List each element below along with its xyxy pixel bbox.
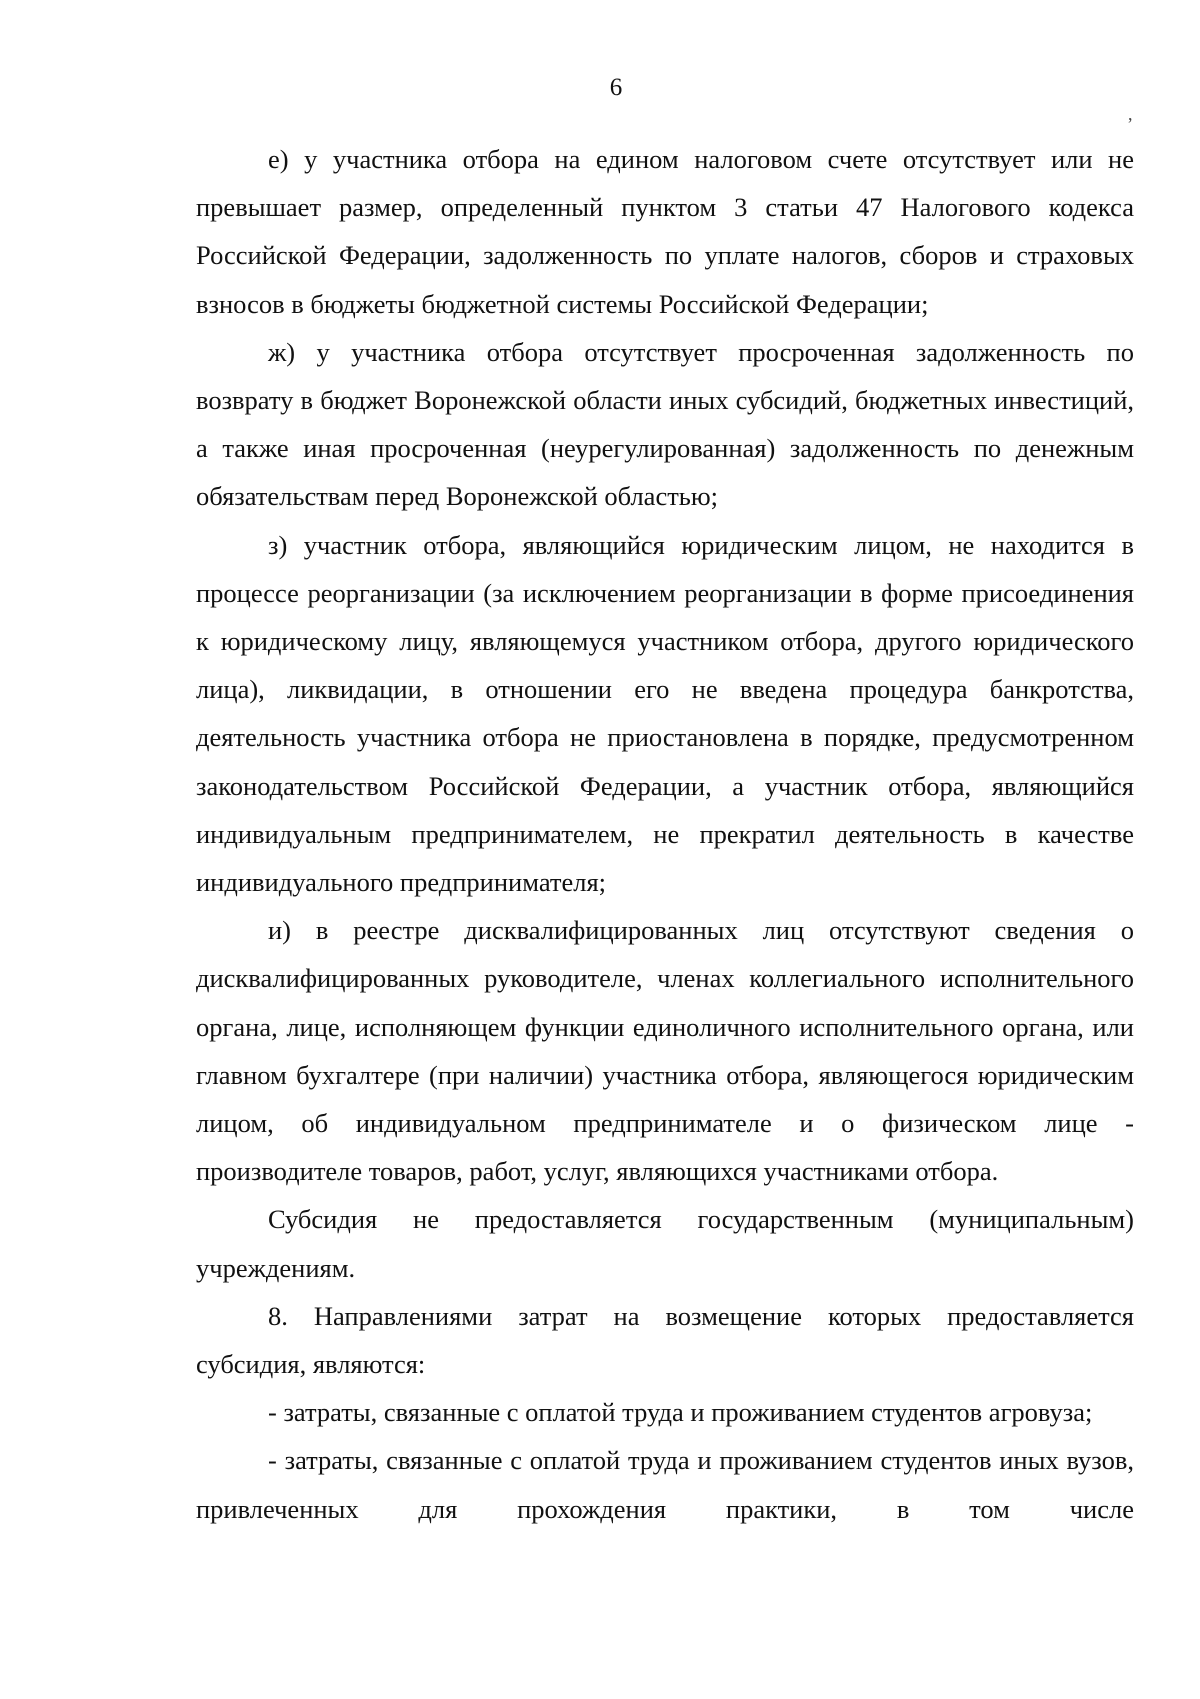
paragraph-e-tax-debt: е) у участника отбора на едином налоговом счете отсутствует или не превышает размер, определенный пунктом 3 статьи 47 Налогового кодекса Российской Федерации, задолженность по уплате налогов, сборов и страховых взносов в бюджеты бюджетной системы Российской Федерации; (196, 144, 1134, 319)
paragraph-zh-overdue-debt: ж) у участника отбора отсутствует просроченная задолженность по возврату в бюджет Воронежской области иных субсидий, бюджетных инвестиций, а также иная просроченная (неурегулированная) задолженность по денежным обязательствам перед Воронежской областью; (196, 336, 1134, 512)
paragraph-z-reorganization: з) участник отбора, являющийся юридическим лицом, не находится в процессе реорганизации (за исключением реорганизации в форме присоединения к юридическому лицу, являющемуся участником отбора, другого юридического лица), ликвидации, в отношении его не введена процедура банкротства, деятельность участника отбора не приостановлена в порядке, предусмотренном законодательством Российской Федерации, а участник отбора, являющийся индивидуальным предпринимателем, не прекратил деятельность в качестве индивидуального предпринимателя; (196, 529, 1134, 898)
scan-mark: , (1128, 104, 1133, 124)
page-number: 6 (609, 74, 623, 101)
paragraph-8-cost-directions: 8. Направлениями затрат на возмещение которых предоставляется субсидия, являются: (196, 1300, 1134, 1380)
document-body (196, 135, 1134, 1533)
list-item-other-university-costs: - затраты, связанные с оплатой труда и проживанием студентов иных вузов, привлеченных для прохождения практики, в том числе (196, 1445, 1134, 1524)
paragraph-i-disqualified-persons: и) в реестре дисквалифицированных лиц отсутствуют сведения о дисквалифицированных руководителе, членах коллегиального исполнительного органа, лице, исполняющем функции единоличного исполнительного органа, или главном бухгалтере (при наличии) участника отбора, являющегося юридическим лицом, об индивидуальном предпринимателе и о физическом лице - производителе товаров, работ, услуг, являющихся участниками отбора. (196, 915, 1134, 1187)
paragraph-subsidy-exclusion: Субсидия не предоставляется государственным (муниципальным) учреждениям. (196, 1204, 1134, 1283)
list-item-agro-university-costs: - затраты, связанные с оплатой труда и проживанием студентов агровуза; (268, 1397, 1093, 1428)
